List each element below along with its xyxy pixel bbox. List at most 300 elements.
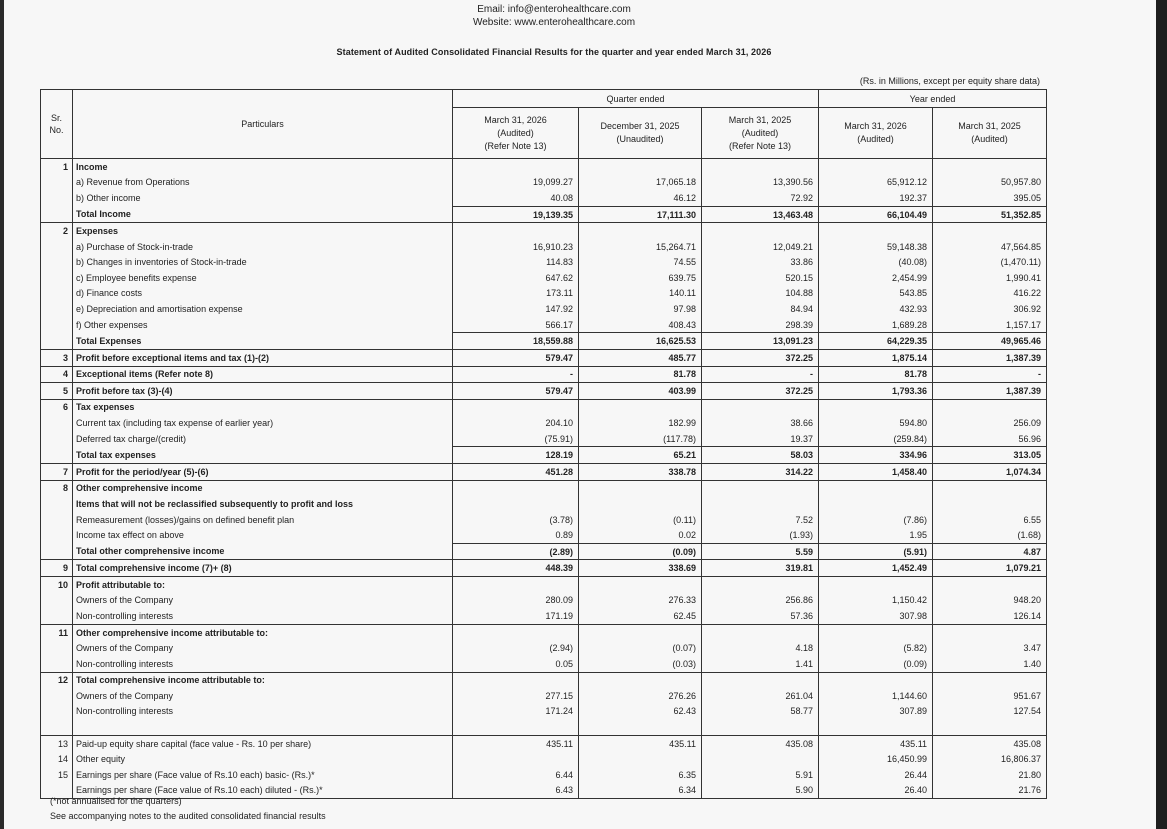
row-value-col-1: 19,099.27 [453,175,579,191]
row-sr-no [41,206,73,223]
table-row [41,704,1047,720]
row-value-col-2 [579,577,702,593]
row-sr-no [41,286,73,302]
row-particular: Total other comprehensive income [73,543,453,560]
row-value-col-5: 3.47 [933,640,1047,656]
row-value-col-4 [819,480,933,496]
statement-title: Statement of Audited Consolidated Financial Results for the quarter and year ended March 31, 2026 [336,47,772,57]
row-value-col-2: (0.03) [579,656,702,672]
row-sr-no [41,704,73,720]
row-value-col-5: 126.14 [933,608,1047,624]
row-particular: Profit attributable to: [73,577,453,593]
row-value-col-3 [702,223,819,239]
row-value-col-5: 1,074.34 [933,463,1047,480]
row-value-col-2: 97.98 [579,301,702,317]
row-value-col-4: (40.08) [819,254,933,270]
table-row [41,593,1047,609]
row-particular: a) Revenue from Operations [73,175,453,191]
row-value-col-5: 47,564.85 [933,239,1047,255]
sr-no-header: Sr. No. [41,90,73,159]
row-sr-no [41,239,73,255]
column-date: March 31, 2025 [728,114,792,125]
row-value-col-2: 338.78 [579,463,702,480]
row-particular: Exceptional items (Refer note 8) [73,366,453,383]
column-status: (Audited) [857,134,894,144]
row-particular: Non-controlling interests [73,608,453,624]
row-value-col-3: - [702,366,819,383]
row-value-col-2 [579,399,702,415]
row-value-col-2: 276.33 [579,593,702,609]
row-value-col-3: 58.03 [702,447,819,464]
company-email: Email: info@enterohealthcare.com [477,4,631,15]
row-value-col-4: 1,150.42 [819,593,933,609]
row-value-col-2: 17,065.18 [579,175,702,191]
row-value-col-4: (5.82) [819,640,933,656]
row-sr-no: 9 [41,560,73,577]
row-particular: Profit before tax (3)-(4) [73,383,453,400]
row-value-col-3: (1.93) [702,527,819,543]
row-sr-no [41,688,73,704]
row-particular: Other comprehensive income attributable to: [73,624,453,640]
row-value-col-1: (3.78) [453,512,579,528]
row-value-col-1: - [453,366,579,383]
row-value-col-4 [819,577,933,593]
row-particular: Total comprehensive income attributable to: [73,672,453,688]
table-row [41,527,1047,543]
row-value-col-1: 114.83 [453,254,579,270]
row-value-col-3: 372.25 [702,349,819,366]
table-row [41,159,1047,175]
row-value-col-3: 5.90 [702,783,819,799]
row-value-col-4: 307.89 [819,704,933,720]
row-value-col-1: 277.15 [453,688,579,704]
row-value-col-4: 81.78 [819,366,933,383]
row-value-col-3: 19.37 [702,431,819,447]
row-sr-no: 13 [41,735,73,751]
row-value-col-1 [453,223,579,239]
row-particular: Expenses [73,223,453,239]
row-sr-no [41,512,73,528]
row-sr-no [41,527,73,543]
table-row [41,254,1047,270]
row-value-col-1: 171.24 [453,704,579,720]
row-value-col-2: 182.99 [579,415,702,431]
column-status: (Audited) [741,127,779,138]
row-value-col-3: 314.22 [702,463,819,480]
row-particular: Profit before exceptional items and tax (1)-(2) [73,349,453,366]
row-value-col-1: 147.92 [453,301,579,317]
row-particular: d) Finance costs [73,286,453,302]
row-value-col-1: 435.11 [453,735,579,751]
row-value-col-5 [933,624,1047,640]
row-value-col-5: 313.05 [933,447,1047,464]
column-status: (Audited) [497,127,534,138]
row-value-col-3 [702,577,819,593]
row-value-col-2 [579,480,702,496]
row-value-col-5: 951.67 [933,688,1047,704]
row-particular: Income [73,159,453,175]
row-particular: b) Changes in inventories of Stock-in-trade [73,254,453,270]
row-sr-no [41,719,73,735]
document-page [4,0,1156,829]
row-sr-no [41,656,73,672]
row-particular: Total tax expenses [73,447,453,464]
row-value-col-5: 50,957.80 [933,175,1047,191]
row-value-col-1 [453,624,579,640]
table-row [41,399,1047,415]
row-value-col-2 [579,672,702,688]
row-value-col-4: 26.40 [819,783,933,799]
row-value-col-5 [933,480,1047,496]
footnote-see-notes: See accompanying notes to the audited consolidated financial results [50,811,326,821]
row-value-col-4: 64,229.35 [819,333,933,350]
row-sr-no: 14 [41,751,73,767]
row-sr-no [41,496,73,512]
row-value-col-5: 1.40 [933,656,1047,672]
row-particular: a) Purchase of Stock-in-trade [73,239,453,255]
row-value-col-4: (7.86) [819,512,933,528]
row-value-col-5 [933,399,1047,415]
row-value-col-5: 306.92 [933,301,1047,317]
row-sr-no [41,301,73,317]
row-particular: Total Expenses [73,333,453,350]
row-value-col-1: (2.94) [453,640,579,656]
row-value-col-3 [702,672,819,688]
row-sr-no [41,608,73,624]
row-value-col-5: 56.96 [933,431,1047,447]
row-particular: Earnings per share (Face value of Rs.10 each) basic- (Rs.)* [73,767,453,783]
row-value-col-3: 33.86 [702,254,819,270]
row-particular: b) Other income [73,190,453,206]
row-value-col-2: (117.78) [579,431,702,447]
row-value-col-4: 16,450.99 [819,751,933,767]
row-particular: Current tax (including tax expense of earlier year) [73,415,453,431]
table-row [41,463,1047,480]
row-particular: Owners of the Company [73,640,453,656]
table-row [41,480,1047,496]
table-row [41,366,1047,383]
row-value-col-1: 128.19 [453,447,579,464]
company-website: Website: www.enterohealthcare.com [472,17,636,28]
table-row [41,431,1047,447]
row-value-col-1: 6.44 [453,767,579,783]
row-value-col-4 [819,399,933,415]
row-value-col-5: 51,352.85 [933,206,1047,223]
row-value-col-2 [579,751,702,767]
row-value-col-3: 5.59 [702,543,819,560]
row-value-col-2: 74.55 [579,254,702,270]
row-particular: e) Depreciation and amortisation expense [73,301,453,317]
row-value-col-3: 13,463.48 [702,206,819,223]
row-value-col-5: (1,470.11) [933,254,1047,270]
table-row [41,624,1047,640]
row-value-col-3: 58.77 [702,704,819,720]
row-value-col-2: 6.34 [579,783,702,799]
row-value-col-2: 485.77 [579,349,702,366]
table-row [41,656,1047,672]
table-row [41,512,1047,528]
row-value-col-3: 1.41 [702,656,819,672]
row-value-col-4: 543.85 [819,286,933,302]
row-value-col-1: 579.47 [453,349,579,366]
row-value-col-1: 16,910.23 [453,239,579,255]
row-sr-no: 2 [41,223,73,239]
row-value-col-1: (75.91) [453,431,579,447]
row-value-col-3: 13,390.56 [702,175,819,191]
table-row [41,223,1047,239]
row-sr-no [41,270,73,286]
table-row [41,719,1047,735]
row-sr-no [41,190,73,206]
row-particular: Tax expenses [73,399,453,415]
row-value-col-2: 6.35 [579,767,702,783]
table-row [41,783,1047,799]
row-value-col-1 [453,496,579,512]
row-value-col-4: 1,452.49 [819,560,933,577]
row-value-col-4: 59,148.38 [819,239,933,255]
row-value-col-2: 81.78 [579,366,702,383]
row-value-col-2: 140.11 [579,286,702,302]
table-row [41,333,1047,350]
row-value-col-5: 1,990.41 [933,270,1047,286]
row-sr-no: 6 [41,399,73,415]
column-header-1 [453,108,579,159]
row-particular: Paid-up equity share capital (face value - Rs. 10 per share) [73,735,453,751]
column-status: (Unaudited) [616,134,664,144]
column-note: (Refer Note 13) [729,140,792,151]
row-value-col-4 [819,159,933,175]
column-header-5 [933,108,1047,159]
row-value-col-2 [579,159,702,175]
table-row [41,672,1047,688]
row-value-col-3 [702,399,819,415]
row-particular: Income tax effect on above [73,527,453,543]
row-value-col-5: 4.87 [933,543,1047,560]
row-value-col-1: 448.39 [453,560,579,577]
row-value-col-4: 26.44 [819,767,933,783]
year-ended-header: Year ended [819,90,1047,108]
row-value-col-1 [453,751,579,767]
table-row [41,301,1047,317]
row-value-col-3 [702,159,819,175]
table-row [41,383,1047,400]
table-row [41,543,1047,560]
row-value-col-2: 62.45 [579,608,702,624]
row-value-col-4: 594.80 [819,415,933,431]
row-value-col-2 [579,624,702,640]
row-particular: Non-controlling interests [73,656,453,672]
row-sr-no: 8 [41,480,73,496]
table-row [41,190,1047,206]
row-value-col-2: 276.26 [579,688,702,704]
row-value-col-1: 579.47 [453,383,579,400]
row-value-col-3: 104.88 [702,286,819,302]
row-sr-no [41,431,73,447]
row-value-col-1: 451.28 [453,463,579,480]
column-header-3 [702,108,819,159]
row-value-col-4: 307.98 [819,608,933,624]
row-sr-no: 7 [41,463,73,480]
table-row [41,206,1047,223]
row-value-col-2: (0.09) [579,543,702,560]
row-value-col-2: 403.99 [579,383,702,400]
row-value-col-1: 566.17 [453,317,579,333]
quarter-ended-header: Quarter ended [453,90,819,108]
row-sr-no: 10 [41,577,73,593]
row-value-col-2: 65.21 [579,447,702,464]
row-value-col-5: 395.05 [933,190,1047,206]
row-value-col-3: 7.52 [702,512,819,528]
row-value-col-1: 0.05 [453,656,579,672]
row-value-col-4: 2,454.99 [819,270,933,286]
table-row [41,640,1047,656]
row-value-col-1 [453,672,579,688]
row-value-col-1: 18,559.88 [453,333,579,350]
row-value-col-4 [819,624,933,640]
row-value-col-2: (0.07) [579,640,702,656]
table-row [41,608,1047,624]
row-sr-no [41,593,73,609]
row-particular: Owners of the Company [73,593,453,609]
row-value-col-5: - [933,366,1047,383]
row-particular: Earnings per share (Face value of Rs.10 each) diluted - (Rs.)* [73,783,453,799]
row-value-col-3: 520.15 [702,270,819,286]
row-value-col-4: 1,689.28 [819,317,933,333]
row-value-col-5: 948.20 [933,593,1047,609]
row-value-col-5: 16,806.37 [933,751,1047,767]
row-value-col-2: 639.75 [579,270,702,286]
table-row [41,751,1047,767]
row-sr-no: 12 [41,672,73,688]
row-value-col-4: 1,875.14 [819,349,933,366]
row-value-col-4 [819,719,933,735]
row-value-col-4: 435.11 [819,735,933,751]
row-value-col-2 [579,719,702,735]
particulars-header: Particulars [73,90,453,159]
row-particular: Non-controlling interests [73,704,453,720]
row-value-col-3 [702,751,819,767]
row-sr-no: 4 [41,366,73,383]
row-value-col-2: 408.43 [579,317,702,333]
row-value-col-2 [579,223,702,239]
row-value-col-5 [933,496,1047,512]
row-particular: Other comprehensive income [73,480,453,496]
row-particular: Total comprehensive income (7)+ (8) [73,560,453,577]
row-value-col-4: 1,458.40 [819,463,933,480]
column-header-2 [579,108,702,159]
row-value-col-1 [453,399,579,415]
row-value-col-2: 62.43 [579,704,702,720]
row-value-col-4 [819,223,933,239]
column-date: March 31, 2025 [958,121,1021,131]
row-value-col-3: 84.94 [702,301,819,317]
row-value-col-4: 1.95 [819,527,933,543]
row-particular: Total Income [73,206,453,223]
column-note: (Refer Note 13) [484,140,547,151]
table-row [41,270,1047,286]
row-value-col-1 [453,577,579,593]
row-value-col-5: 1,387.39 [933,349,1047,366]
row-sr-no [41,543,73,560]
row-value-col-2: (0.11) [579,512,702,528]
row-value-col-5: 6.55 [933,512,1047,528]
row-value-col-5: 1,157.17 [933,317,1047,333]
row-value-col-2: 435.11 [579,735,702,751]
row-particular: Other equity [73,751,453,767]
row-value-col-3: 72.92 [702,190,819,206]
row-value-col-5: 21.80 [933,767,1047,783]
row-value-col-1: (2.89) [453,543,579,560]
row-value-col-2: 338.69 [579,560,702,577]
row-sr-no: 15 [41,767,73,783]
row-value-col-4: 432.93 [819,301,933,317]
row-value-col-4 [819,672,933,688]
row-sr-no [41,317,73,333]
row-value-col-3: 5.91 [702,767,819,783]
row-value-col-1: 171.19 [453,608,579,624]
table-row [41,447,1047,464]
row-value-col-3: 261.04 [702,688,819,704]
row-value-col-5 [933,719,1047,735]
row-sr-no [41,254,73,270]
table-row [41,577,1047,593]
row-value-col-4: 334.96 [819,447,933,464]
table-row [41,286,1047,302]
row-particular: Remeasurement (losses)/gains on defined benefit plan [73,512,453,528]
table-row [41,415,1047,431]
row-value-col-4: (5.91) [819,543,933,560]
financial-results-table [40,89,1047,799]
row-value-col-1: 647.62 [453,270,579,286]
row-value-col-1 [453,719,579,735]
unit-note: (Rs. in Millions, except per equity share data) [859,76,1040,86]
row-value-col-1: 6.43 [453,783,579,799]
row-sr-no [41,175,73,191]
row-value-col-3: 13,091.23 [702,333,819,350]
row-value-col-3 [702,496,819,512]
row-value-col-2: 0.02 [579,527,702,543]
row-sr-no: 1 [41,159,73,175]
row-value-col-2: 15,264.71 [579,239,702,255]
row-value-col-4 [819,496,933,512]
row-value-col-3 [702,719,819,735]
row-value-col-4: 1,793.36 [819,383,933,400]
row-value-col-2 [579,496,702,512]
table-row [41,175,1047,191]
column-header-4 [819,108,933,159]
row-value-col-3: 12,049.21 [702,239,819,255]
column-date: March 31, 2026 [484,114,547,125]
table-row [41,496,1047,512]
row-value-col-5: 49,965.46 [933,333,1047,350]
row-sr-no: 11 [41,624,73,640]
table-row [41,560,1047,577]
row-value-col-4: (0.09) [819,656,933,672]
row-value-col-4: 66,104.49 [819,206,933,223]
row-value-col-3: 298.39 [702,317,819,333]
row-particular: Profit for the period/year (5)-(6) [73,463,453,480]
table-row [41,767,1047,783]
table-row [41,688,1047,704]
row-sr-no [41,640,73,656]
row-value-col-5 [933,223,1047,239]
row-sr-no [41,415,73,431]
row-particular [73,719,453,735]
row-value-col-1: 280.09 [453,593,579,609]
row-value-col-5 [933,577,1047,593]
row-value-col-3 [702,624,819,640]
row-particular: f) Other expenses [73,317,453,333]
